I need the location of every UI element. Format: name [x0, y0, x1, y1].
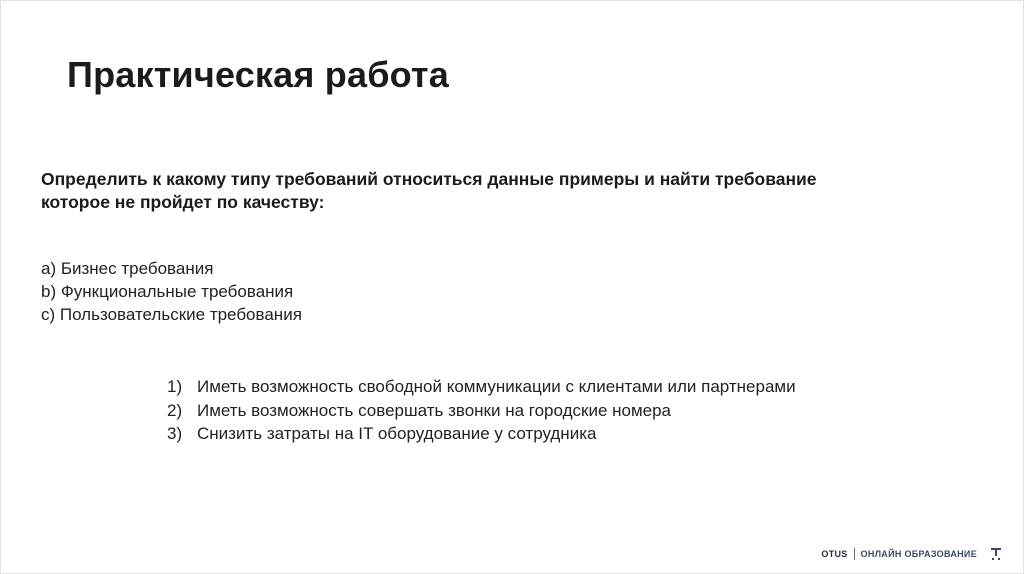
brand-tagline: ОНЛАЙН ОБРАЗОВАНИЕ [860, 549, 977, 559]
otus-logo: OTUS [821, 549, 848, 559]
list-item [167, 399, 796, 423]
list-item-number: 2) [167, 400, 183, 420]
requirement-type-options [41, 257, 302, 326]
task-line-2: которое не пройдет по качеству: [41, 192, 325, 212]
list-item-text: Иметь возможность совершать звонки на городские номера [197, 400, 672, 420]
option-c: c) Пользовательские требования [41, 305, 302, 324]
list-item-number: 1) [167, 377, 183, 396]
list-item [167, 375, 796, 399]
list-item-text: Снизить затраты на IT оборудование у сотрудника [197, 424, 597, 443]
option-b: b) Функциональные требования [41, 282, 294, 301]
task-description [41, 168, 991, 214]
list-item-text: Иметь возможность свободной коммуникации с клиентами или партнерами [197, 377, 796, 396]
brand-divider [854, 548, 855, 560]
list-item [167, 422, 796, 446]
task-line-1: Определить к какому типу требований относиться данные примеры и найти требование [41, 169, 817, 189]
option-a: a) Бизнес требования [41, 259, 214, 278]
list-item-number: 3) [167, 424, 183, 443]
example-list [167, 375, 796, 446]
slide-title: Практическая работа [67, 54, 449, 95]
otus-mark-icon [991, 548, 1001, 560]
footer-brand [821, 548, 1001, 560]
